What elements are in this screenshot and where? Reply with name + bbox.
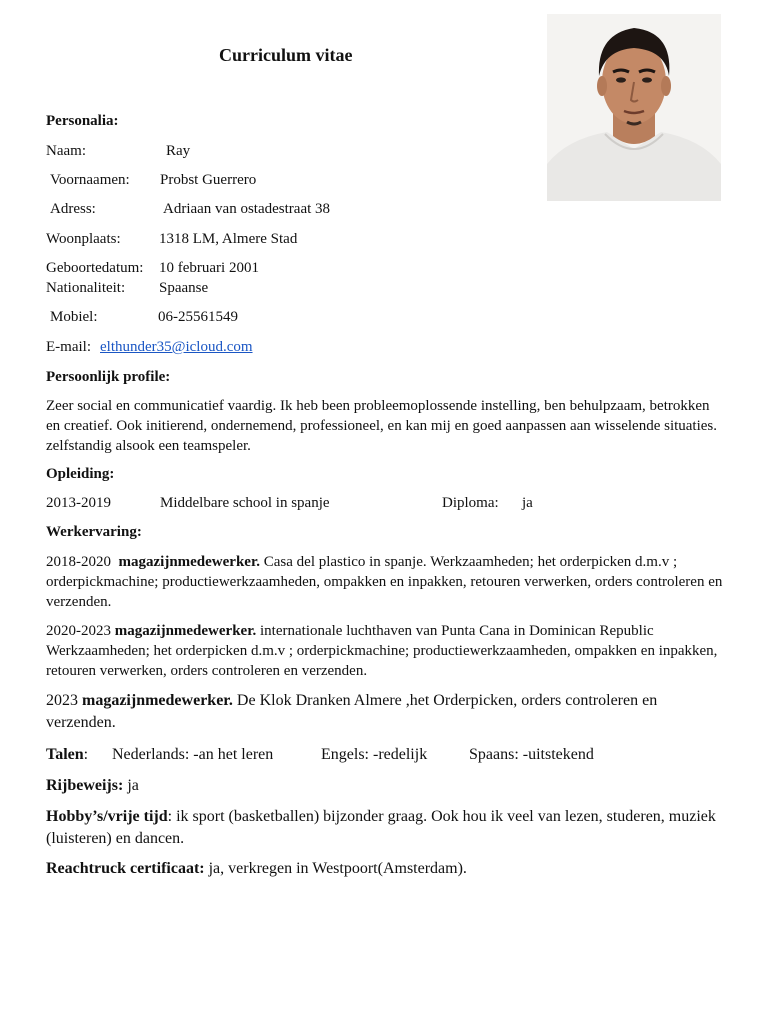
mobiel-value: 06-25561549 [158, 309, 238, 325]
reachtruck-row [46, 858, 467, 880]
naam-label: Naam: [46, 143, 86, 159]
nationaliteit-label: Nationaliteit: [46, 280, 126, 296]
werkervaring-heading: Werkervaring: [46, 524, 142, 540]
rijbewijs-value: ja [127, 777, 139, 794]
job-role: magazijnmedewerker. [82, 692, 233, 709]
job-entry [46, 552, 726, 612]
job-text: Casa del plastico in spanje. Werkzaamheden; het orderpicken d.m.v ; orderpickmachine; productiewerkzaamheden, ompakken en inpakken, retouren verwerken, orders controleren en verzenden. [46, 554, 723, 610]
job-text: internationale luchthaven van Punta Cana in Dominican Republic Werkzaamheden; het orderpicken d.m.v ; orderpickmachine; productiewerkzaamheden, ompakken en inpakken, retouren verwerken, orders controleren en verzenden. [46, 623, 718, 679]
email-label: E-mail: [46, 339, 91, 355]
reachtruck-text: ja, verkregen in Westpoort(Amsterdam). [208, 860, 467, 877]
page-title: Curriculum vitae [219, 45, 353, 65]
opleiding-heading: Opleiding: [46, 466, 115, 482]
profile-photo [547, 14, 721, 201]
adress-label: Adress: [50, 201, 96, 217]
job-years: 2018-2020 [46, 554, 111, 570]
profile-heading: Persoonlijk profile: [46, 369, 171, 385]
hobbys-paragraph [46, 806, 726, 850]
talen-nederlands: Nederlands: -an het leren [112, 746, 274, 763]
personalia-heading: Personalia: [46, 113, 119, 129]
woonplaats-label: Woonplaats: [46, 231, 121, 247]
talen-engels: Engels: -redelijk [321, 746, 428, 763]
job-years: 2020-2023 [46, 623, 111, 639]
naam-value: Ray [166, 143, 191, 159]
adress-value: Adriaan van ostadestraat 38 [163, 201, 331, 217]
job-role: magazijnmedewerker. [114, 623, 257, 639]
talen-row [46, 744, 88, 766]
woonplaats-value: 1318 LM, Almere Stad [159, 231, 298, 247]
geboortedatum-label: Geboortedatum: [46, 260, 144, 276]
reachtruck-label: Reachtruck certificaat: [46, 860, 205, 877]
nationaliteit-value: Spaanse [159, 280, 209, 296]
voornamen-value: Probst Guerrero [160, 172, 257, 188]
diploma-value: ja [522, 495, 533, 511]
talen-colon: : [83, 746, 89, 763]
opleiding-years: 2013-2019 [46, 495, 111, 511]
profile-photo-image [547, 14, 721, 201]
mobiel-label: Mobiel: [50, 309, 98, 325]
email-link[interactable]: elthunder35@icloud.com [100, 339, 253, 355]
profile-text: Zeer social en communicatief vaardig. Ik heb been probleemoplossende instelling, ben behulpzaam, betrokken en creatief. Ook initierend, ondernemend, professioneel, en kan mij en goed aanpassen aan wisselende situaties. zelfstandig alsook een teamspeler. [46, 398, 718, 454]
job-entry [46, 690, 726, 734]
diploma-label: Diploma: [442, 495, 499, 511]
hobbys-text: : ik sport (basketballen) bijzonder graag. Ook hou ik veel van lezen, studeren, muziek (luisteren) en dancen. [46, 808, 716, 847]
hobbys-label: Hobby’s/vrije tijd [46, 808, 168, 825]
opleiding-school: Middelbare school in spanje [160, 495, 330, 511]
job-text: De Klok Dranken Almere ,het Orderpicken, orders controleren en verzenden. [46, 692, 658, 731]
rijbewijs-row [46, 775, 139, 797]
job-entry [46, 621, 726, 681]
talen-label: Talen [46, 746, 84, 763]
job-years: 2023 [46, 692, 78, 709]
voornamen-label: Voornaamen: [50, 172, 130, 188]
rijbewijs-label: Rijbeweijs: [46, 777, 124, 794]
job-role: magazijnmedewerker. [118, 554, 260, 570]
geboortedatum-value: 10 februari 2001 [159, 260, 259, 276]
talen-spaans: Spaans: -uitstekend [469, 746, 594, 763]
